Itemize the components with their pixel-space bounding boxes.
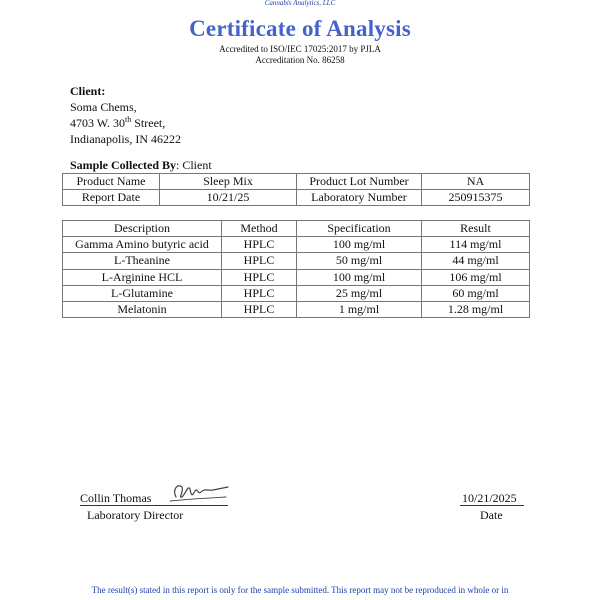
client-address-line2: Indianapolis, IN 46222 xyxy=(70,132,181,146)
address-street-name: Street, xyxy=(131,116,166,130)
column-header: Method xyxy=(222,221,297,237)
column-header: Description xyxy=(63,221,222,237)
analyte-method: HPLC xyxy=(222,301,297,317)
signoff-date: 10/21/2025 xyxy=(462,491,517,505)
table-row xyxy=(63,174,530,190)
client-block xyxy=(70,83,181,147)
analyte-description: L-Arginine HCL xyxy=(63,269,222,285)
date-label: Date xyxy=(480,508,503,522)
signature-line xyxy=(80,505,228,506)
table-row xyxy=(63,269,530,285)
product-name-value: Sleep Mix xyxy=(160,174,297,190)
table-row xyxy=(63,285,530,301)
sample-collected-label: Sample Collected By xyxy=(70,158,176,172)
table-row xyxy=(63,253,530,269)
accreditation-number: Accreditation No. 86258 xyxy=(255,55,345,65)
analyte-description: L-Theanine xyxy=(63,253,222,269)
accreditation-line: Accredited to ISO/IEC 17025:2017 by PJLA xyxy=(219,44,381,54)
analyte-method: HPLC xyxy=(222,269,297,285)
client-heading: Client: xyxy=(70,84,106,98)
document-title: Certificate of Analysis xyxy=(189,16,411,41)
column-header: Result xyxy=(422,221,530,237)
analyte-method: HPLC xyxy=(222,285,297,301)
product-name-label: Product Name xyxy=(63,174,160,190)
lab-name-strip: Cannabis Analytics, LLC xyxy=(264,0,336,7)
lot-number-label: Product Lot Number xyxy=(297,174,422,190)
analyte-method: HPLC xyxy=(222,237,297,253)
disclaimer-footer: The result(s) stated in this report is only for the sample submitted. This report may not be reproduced in whole or in xyxy=(91,585,509,595)
report-date-label: Report Date xyxy=(63,190,160,206)
sample-collected-by xyxy=(70,158,212,173)
table-row xyxy=(63,237,530,253)
director-name: Collin Thomas xyxy=(80,491,152,505)
analyte-result: 114 mg/ml xyxy=(422,237,530,253)
client-name: Soma Chems, xyxy=(70,100,137,114)
table-row xyxy=(63,190,530,206)
date-line xyxy=(460,505,524,506)
analyte-method: HPLC xyxy=(222,253,297,269)
analyte-description: Gamma Amino butyric acid xyxy=(63,237,222,253)
results-table xyxy=(62,220,530,318)
analyte-specification: 100 mg/ml xyxy=(297,237,422,253)
director-title: Laboratory Director xyxy=(87,508,184,522)
address-street-number: 4703 W. 30 xyxy=(70,116,126,130)
analyte-specification: 1 mg/ml xyxy=(297,301,422,317)
table-row xyxy=(63,301,530,317)
client-address-line1 xyxy=(70,115,181,131)
analyte-specification: 25 mg/ml xyxy=(297,285,422,301)
handwritten-signature xyxy=(168,479,230,505)
analyte-result: 60 mg/ml xyxy=(422,285,530,301)
analyte-result: 44 mg/ml xyxy=(422,253,530,269)
table-header-row xyxy=(63,221,530,237)
analyte-specification: 100 mg/ml xyxy=(297,269,422,285)
analyte-description: Melatonin xyxy=(63,301,222,317)
lab-number-label: Laboratory Number xyxy=(297,190,422,206)
report-date-value: 10/21/25 xyxy=(160,190,297,206)
sample-collected-value: : Client xyxy=(176,158,212,172)
analyte-specification: 50 mg/ml xyxy=(297,253,422,269)
product-info-table xyxy=(62,173,530,206)
lab-number-value: 250915375 xyxy=(422,190,530,206)
address-ordinal: th xyxy=(125,115,132,124)
analyte-description: L-Glutamine xyxy=(63,285,222,301)
lot-number-value: NA xyxy=(422,174,530,190)
column-header: Specification xyxy=(297,221,422,237)
analyte-result: 106 mg/ml xyxy=(422,269,530,285)
analyte-result: 1.28 mg/ml xyxy=(422,301,530,317)
